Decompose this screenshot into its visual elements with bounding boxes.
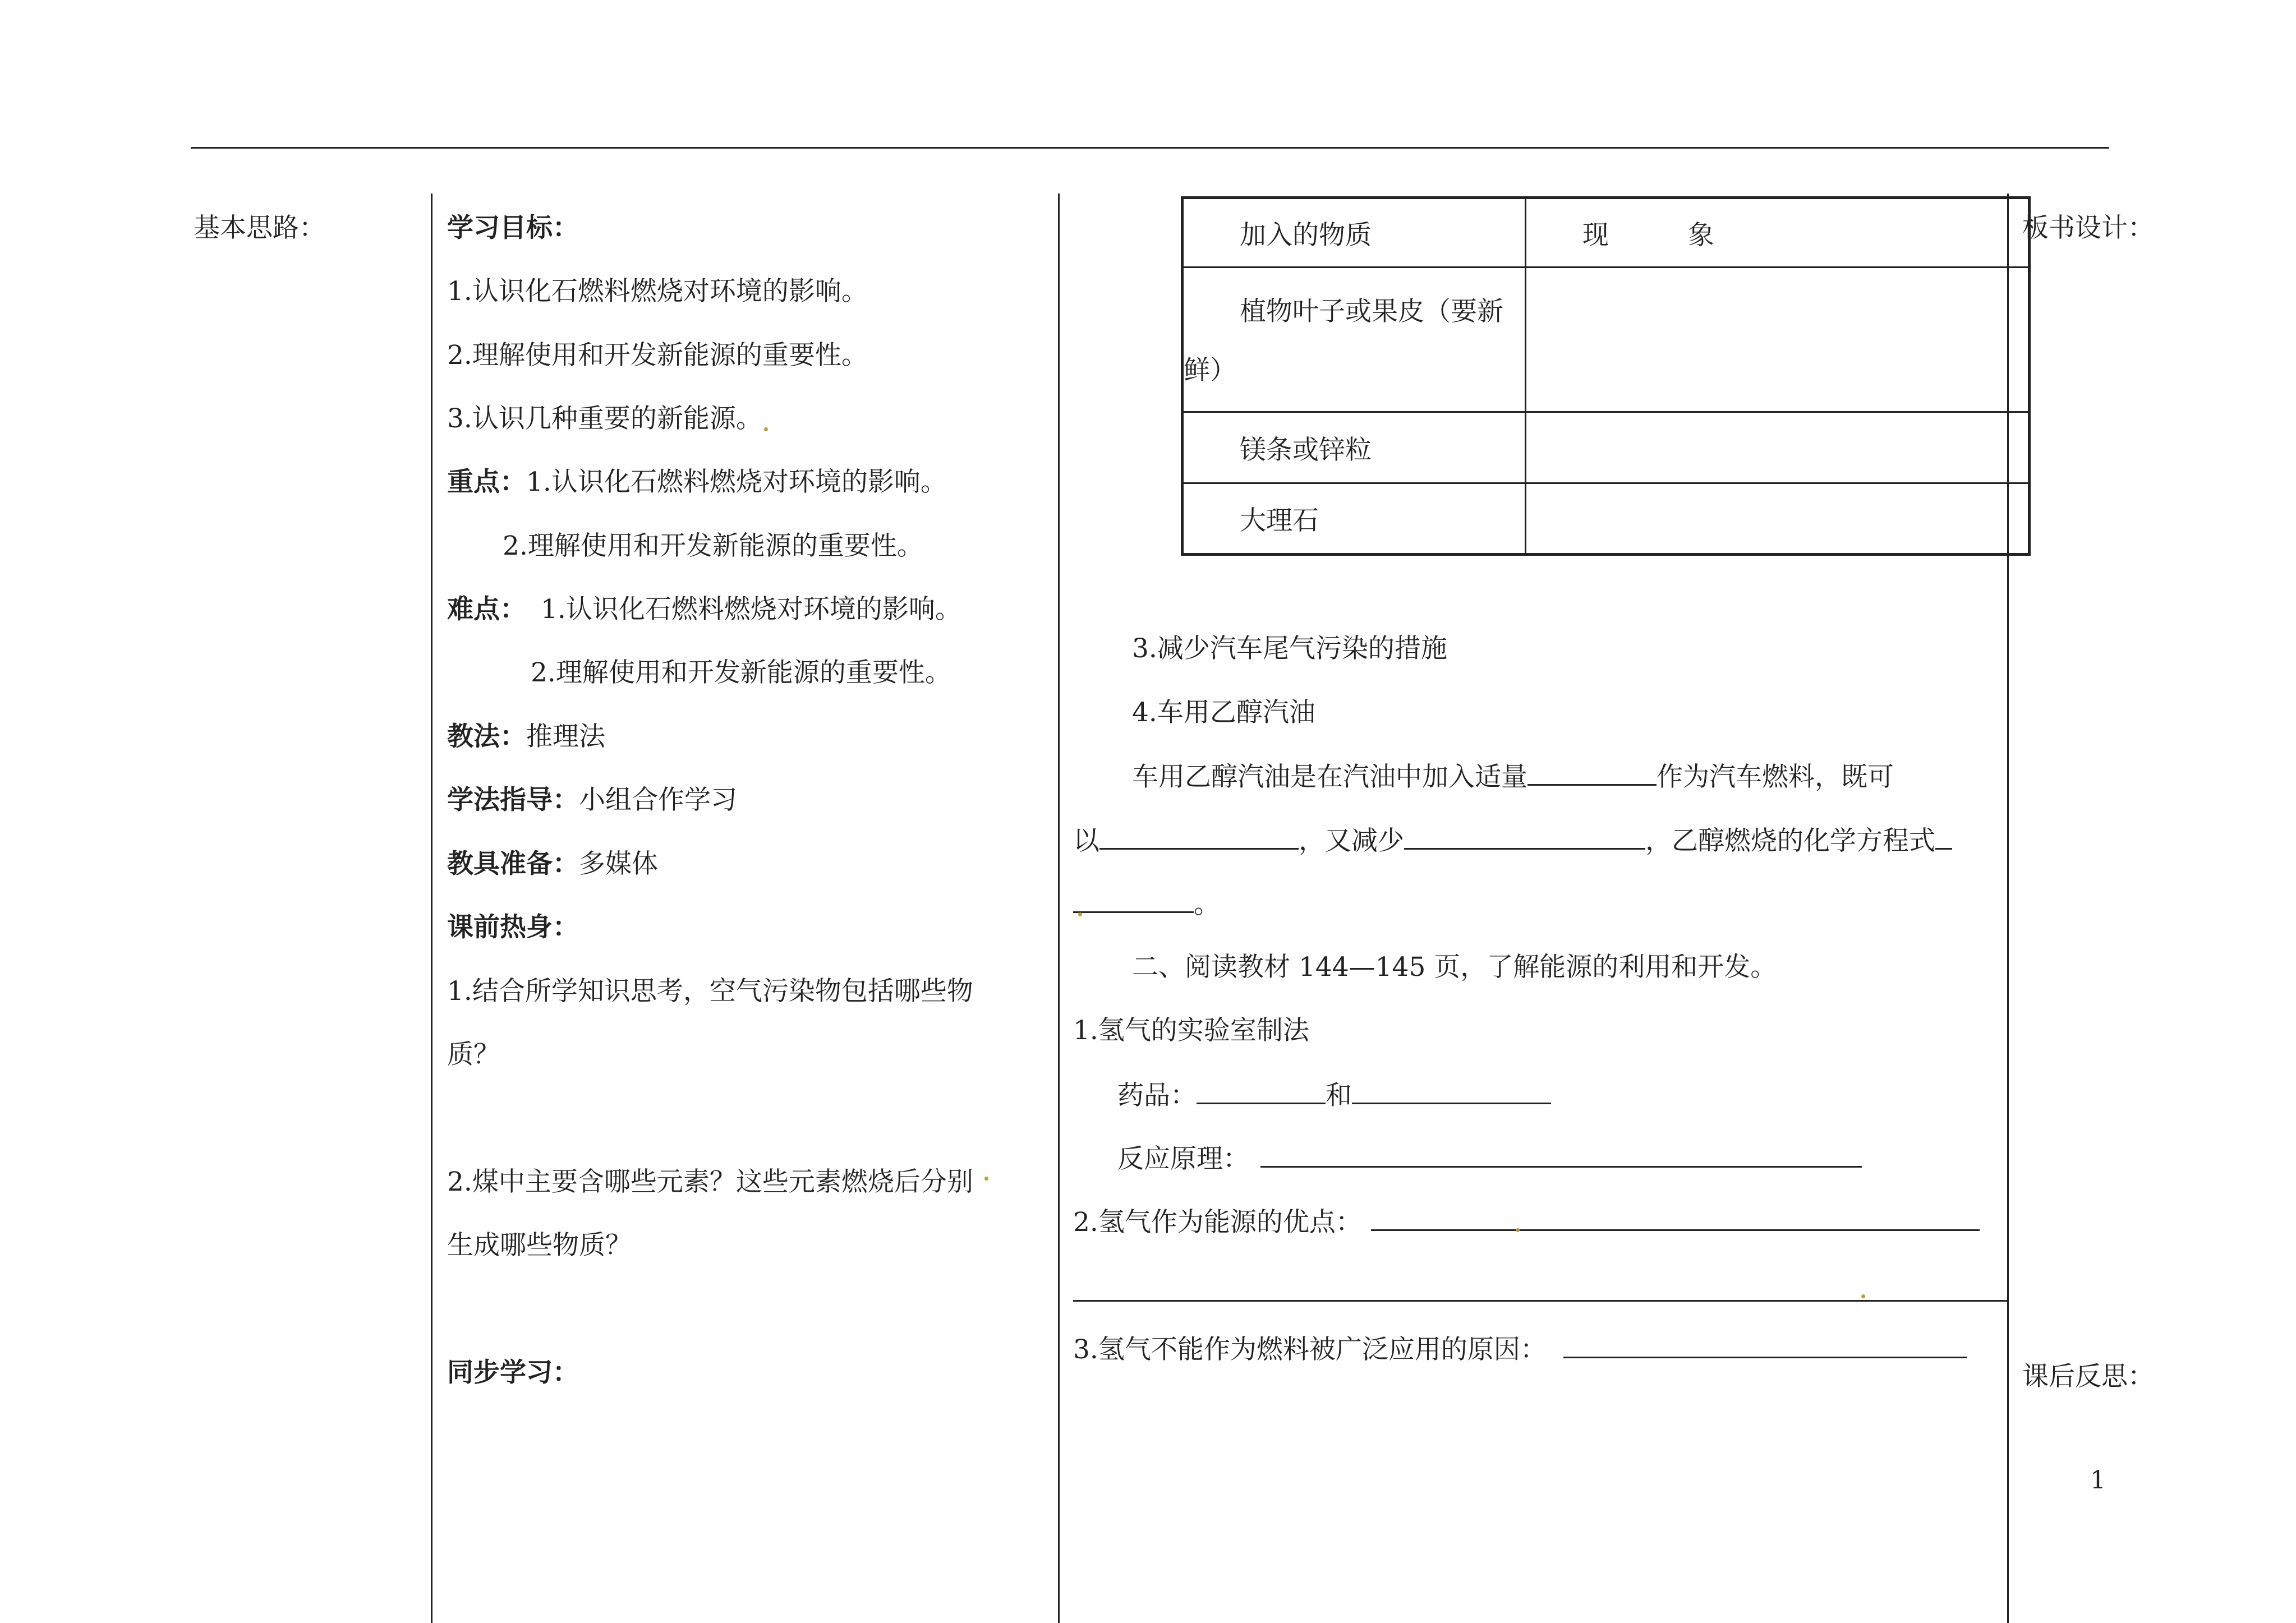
study-guide-line bbox=[447, 783, 737, 817]
scan-speck bbox=[764, 427, 768, 431]
para-text-e: ，乙醇燃烧的化学方程式 bbox=[1645, 826, 1935, 856]
ethanol-para-line-1 bbox=[1132, 759, 1894, 794]
scan-speck bbox=[984, 1177, 988, 1181]
reason-line bbox=[1073, 1332, 1967, 1367]
blank-additive[interactable] bbox=[1527, 759, 1657, 786]
key-point-item-1: 1.认识化石燃料燃烧对环境的影响。 bbox=[526, 467, 947, 497]
basic-idea-label: 基本思路： bbox=[194, 213, 325, 243]
difficulties-line-1 bbox=[447, 593, 961, 626]
table-row bbox=[1182, 268, 2030, 412]
tools-line bbox=[447, 847, 658, 881]
drugs-line bbox=[1117, 1078, 1551, 1113]
measure-item-4: 4.车用乙醇汽油 bbox=[1132, 697, 1315, 728]
ethanol-para-line-2 bbox=[1073, 823, 1952, 858]
study-guide-label: 学法指导： bbox=[447, 785, 579, 815]
tools-value: 多媒体 bbox=[579, 849, 658, 879]
reflection-label: 课后反思： bbox=[2022, 1361, 2154, 1392]
column-divider-1 bbox=[431, 193, 432, 1623]
header-substance: 加入的物质 bbox=[1182, 198, 1526, 268]
phenomenon-cell bbox=[1526, 412, 2030, 483]
drugs-label: 药品： bbox=[1117, 1080, 1197, 1111]
warmup-q2-line-1: 2.煤中主要含哪些元素？这些元素燃烧后分别 bbox=[447, 1166, 973, 1197]
difficulty-item-2: 2.理解使用和开发新能源的重要性。 bbox=[531, 657, 951, 688]
goal-item-1: 1.认识化石燃料燃烧对环境的影响。 bbox=[447, 276, 868, 307]
board-design-label: 板书设计： bbox=[2022, 213, 2154, 243]
scan-speck bbox=[1861, 1294, 1865, 1298]
warmup-q1-line-1: 1.结合所学知识思考，空气污染物包括哪些物 bbox=[447, 976, 973, 1007]
warmup-q2-line-2: 生成哪些物质？ bbox=[447, 1230, 632, 1261]
hydrogen-prep-heading: 1.氢气的实验室制法 bbox=[1073, 1015, 1309, 1046]
method-line bbox=[447, 720, 605, 754]
blank-equation[interactable] bbox=[1073, 887, 1194, 913]
phenomenon-cell bbox=[1526, 483, 2030, 555]
key-points-label: 重点： bbox=[447, 467, 526, 497]
blank-reason[interactable] bbox=[1563, 1332, 1967, 1358]
para-text-c: 以 bbox=[1073, 826, 1099, 856]
phenomenon-cell bbox=[1526, 268, 2030, 412]
blank-advantages[interactable] bbox=[1371, 1205, 1980, 1231]
blank-drug-1[interactable] bbox=[1197, 1078, 1326, 1104]
goals-heading: 学习目标： bbox=[447, 213, 579, 243]
substance-cell: 大理石 bbox=[1182, 483, 1526, 555]
scan-speck bbox=[1516, 1228, 1520, 1232]
para-text-d: ，又减少 bbox=[1299, 826, 1404, 856]
substance-cell bbox=[1182, 268, 1526, 412]
substance-line-1: 植物叶子或果皮（要新 bbox=[1240, 296, 1503, 327]
column-divider-2 bbox=[1058, 193, 1060, 1623]
experiment-table bbox=[1181, 196, 2031, 556]
study-guide-value: 小组合作学习 bbox=[579, 785, 737, 815]
blank-equation-start[interactable] bbox=[1935, 823, 1952, 850]
page-number: 1 bbox=[2090, 1466, 2106, 1495]
reason-label: 3.氢气不能作为燃料被广泛应用的原因： bbox=[1073, 1334, 1547, 1365]
principle-label: 反应原理： bbox=[1117, 1144, 1249, 1174]
para-text-end: 。 bbox=[1194, 889, 1220, 920]
blank-drug-2[interactable] bbox=[1352, 1078, 1551, 1104]
warmup-q1-line-2: 质？ bbox=[447, 1039, 500, 1070]
table-header-row bbox=[1182, 198, 2030, 268]
top-rule bbox=[191, 147, 2109, 149]
difficulties-label: 难点： bbox=[447, 594, 526, 625]
blank-benefit[interactable] bbox=[1099, 823, 1299, 850]
method-label: 教法： bbox=[447, 721, 526, 752]
advantages-continuation-rule bbox=[1073, 1300, 2007, 1302]
principle-line bbox=[1117, 1141, 1862, 1176]
drugs-and: 和 bbox=[1326, 1080, 1352, 1111]
ethanol-para-line-3 bbox=[1073, 887, 1220, 921]
para-text-a: 车用乙醇汽油是在汽油中加入适量 bbox=[1132, 762, 1527, 792]
warmup-heading: 课前热身： bbox=[447, 912, 579, 943]
method-value: 推理法 bbox=[526, 721, 605, 752]
measure-item-3: 3.减少汽车尾气污染的措施 bbox=[1132, 633, 1447, 664]
header-phenomenon: 现 象 bbox=[1526, 198, 2030, 268]
substance-line-2: 鲜） bbox=[1184, 354, 1236, 386]
tools-label: 教具准备： bbox=[447, 849, 579, 879]
part-two-heading: 二、阅读教材 144—145 页，了解能源的利用和开发。 bbox=[1132, 952, 1777, 983]
advantages-line bbox=[1073, 1205, 1980, 1239]
sync-heading: 同步学习： bbox=[447, 1357, 579, 1388]
advantages-label: 2.氢气作为能源的优点： bbox=[1073, 1207, 1362, 1238]
scan-speck bbox=[1078, 912, 1082, 916]
blank-reduce[interactable] bbox=[1404, 823, 1645, 850]
para-text-b: 作为汽车燃料，既可 bbox=[1657, 762, 1894, 792]
key-point-item-2: 2.理解使用和开发新能源的重要性。 bbox=[503, 531, 923, 561]
difficulty-item-1: 1.认识化石燃料燃烧对环境的影响。 bbox=[541, 594, 961, 625]
blank-principle[interactable] bbox=[1260, 1141, 1862, 1168]
goal-item-3: 3.认识几种重要的新能源。 bbox=[447, 403, 762, 434]
goal-item-2: 2.理解使用和开发新能源的重要性。 bbox=[447, 340, 868, 371]
key-points-line-1 bbox=[447, 465, 947, 499]
table-row bbox=[1182, 483, 2030, 555]
table-row bbox=[1182, 412, 2030, 483]
substance-cell: 镁条或锌粒 bbox=[1182, 412, 1526, 483]
